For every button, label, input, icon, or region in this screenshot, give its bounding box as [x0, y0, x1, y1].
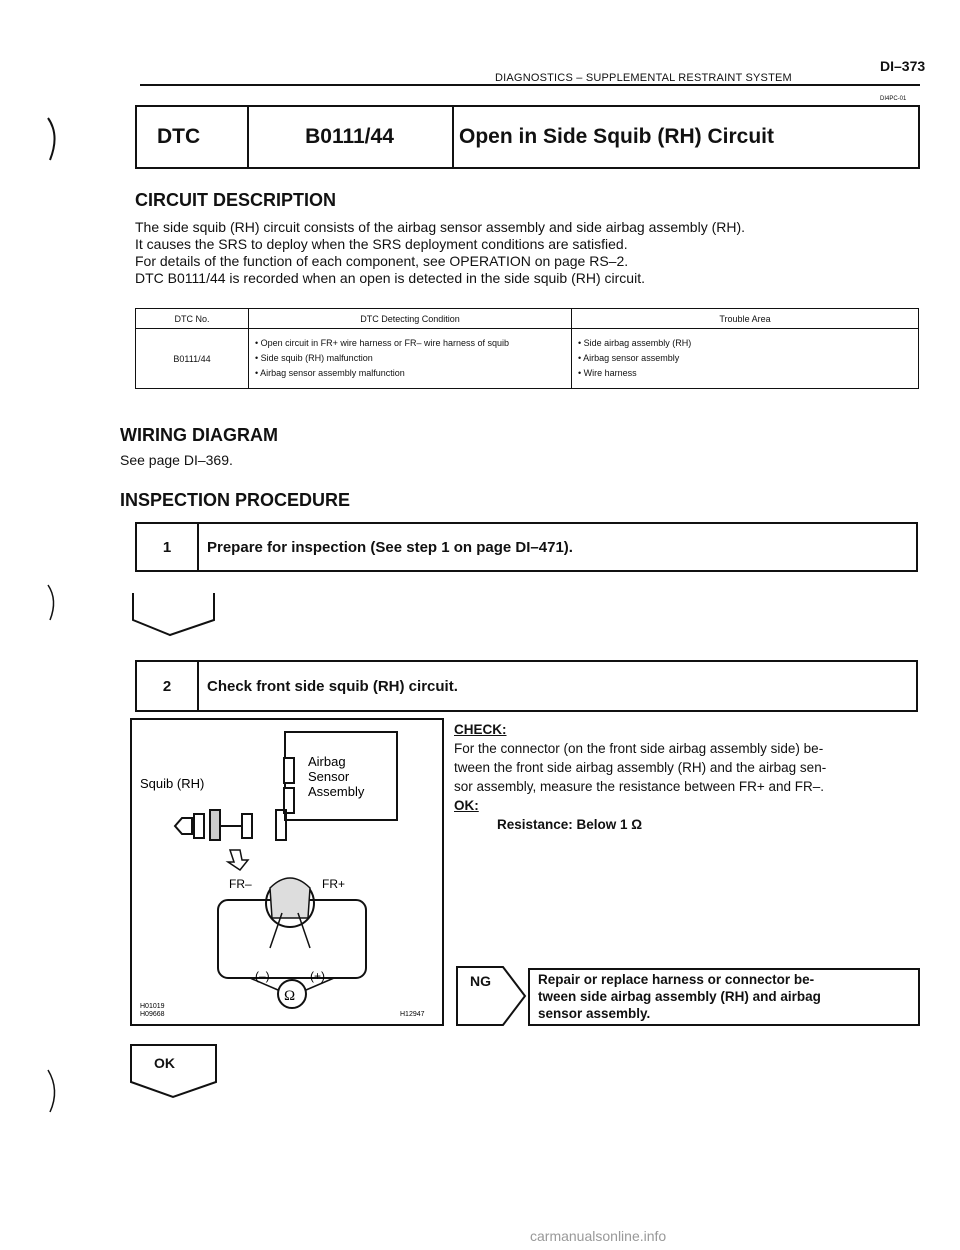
step-title: Check front side squib (RH) circuit.	[207, 677, 458, 695]
ok-tag: OK	[154, 1055, 175, 1071]
ng-line: sensor assembly.	[538, 1006, 651, 1021]
fr-minus-label: FR–	[229, 877, 252, 891]
ng-line: tween side airbag assembly (RH) and airbag	[538, 989, 821, 1004]
ng-action-box	[528, 968, 920, 1026]
wiring-diagram-text: See page DI–369.	[120, 452, 233, 468]
neg-label: (–)	[255, 969, 270, 983]
ok-label: OK:	[454, 798, 479, 813]
inspection-heading: INSPECTION PROCEDURE	[120, 490, 351, 510]
divider	[452, 107, 454, 167]
step-title: Prepare for inspection (See step 1 on page DI–471).	[207, 538, 573, 556]
figure-ref: H01019	[140, 1003, 165, 1010]
squib-figure	[130, 718, 445, 1030]
condition-item: • Airbag sensor assembly malfunction	[255, 368, 405, 378]
trouble-area-cell	[572, 329, 919, 389]
ng-line: Repair or replace harness or connector be-	[538, 972, 815, 987]
desc-line: For details of the function of each component, see OPERATION on page RS–2.	[135, 253, 629, 269]
sensor-label: Assembly	[308, 784, 365, 799]
section-title: DIAGNOSTICS – SUPPLEMENTAL RESTRAINT SYSTEM	[495, 72, 792, 84]
dtc-table	[135, 308, 919, 389]
condition-item: • Open circuit in FR+ wire harness or FR– wire harness of squib	[255, 338, 509, 348]
wiring-diagram-heading: WIRING DIAGRAM	[120, 425, 278, 445]
desc-line: The side squib (RH) circuit consists of the airbag sensor assembly and side airbag assembly (RH).	[135, 219, 746, 235]
step-number: 1	[137, 524, 199, 570]
col-header: Trouble Area	[572, 309, 919, 329]
ng-arrow	[455, 965, 535, 1027]
desc-line: DTC B0111/44 is recorded when an open is detected in the side squib (RH) circuit.	[135, 270, 645, 286]
dtc-title: Open in Side Squib (RH) Circuit	[459, 125, 774, 148]
page-number: DI–373	[880, 58, 926, 74]
pos-label: (+)	[310, 969, 325, 983]
step-1	[135, 522, 918, 572]
circuit-description-heading: CIRCUIT DESCRIPTION	[135, 190, 337, 210]
check-line: For the connector (on the front side airbag assembly side) be-	[454, 741, 824, 756]
check-heading: CHECK:	[454, 722, 507, 737]
check-block	[454, 720, 826, 834]
step-2	[135, 660, 918, 712]
area-item: • Side airbag assembly (RH)	[578, 338, 692, 348]
watermark: carmanualsonline.info	[530, 1228, 667, 1244]
resistance-spec: Resistance: Below 1 Ω	[497, 817, 643, 832]
area-item: • Airbag sensor assembly	[578, 353, 680, 363]
circuit-description-text	[135, 219, 745, 287]
ohm-symbol: Ω	[284, 988, 296, 1004]
sensor-label: Airbag	[308, 754, 346, 769]
doc-code: DI4PC-01	[880, 96, 907, 102]
binding-marks	[0, 0, 120, 1250]
dtc-banner	[135, 105, 920, 169]
sensor-label: Sensor	[308, 769, 350, 784]
ok-arrow	[128, 1042, 220, 1100]
header-rule	[140, 84, 920, 86]
check-line: sor assembly, measure the resistance between FR+ and FR–.	[454, 779, 825, 794]
squib-label: Squib (RH)	[140, 776, 205, 791]
condition-cell	[249, 329, 572, 389]
condition-item: • Side squib (RH) malfunction	[255, 353, 373, 363]
dtc-code: B0111/44	[305, 125, 394, 148]
fr-plus-label: FR+	[322, 877, 346, 891]
col-header: DTC No.	[136, 309, 249, 329]
ng-label: NG	[470, 973, 491, 989]
desc-line: It causes the SRS to deploy when the SRS deployment conditions are satisfied.	[135, 236, 628, 252]
area-item: • Wire harness	[578, 368, 637, 378]
dtc-no-cell: B0111/44	[136, 329, 249, 389]
continue-arrow	[130, 590, 220, 640]
step-number: 2	[137, 662, 199, 710]
dtc-label: DTC	[157, 125, 201, 148]
check-line: tween the front side airbag assembly (RH) and the airbag sen-	[454, 760, 827, 775]
figure-ref: H09668	[140, 1011, 165, 1018]
figure-ref: H12947	[400, 1011, 425, 1018]
col-header: DTC Detecting Condition	[249, 309, 572, 329]
